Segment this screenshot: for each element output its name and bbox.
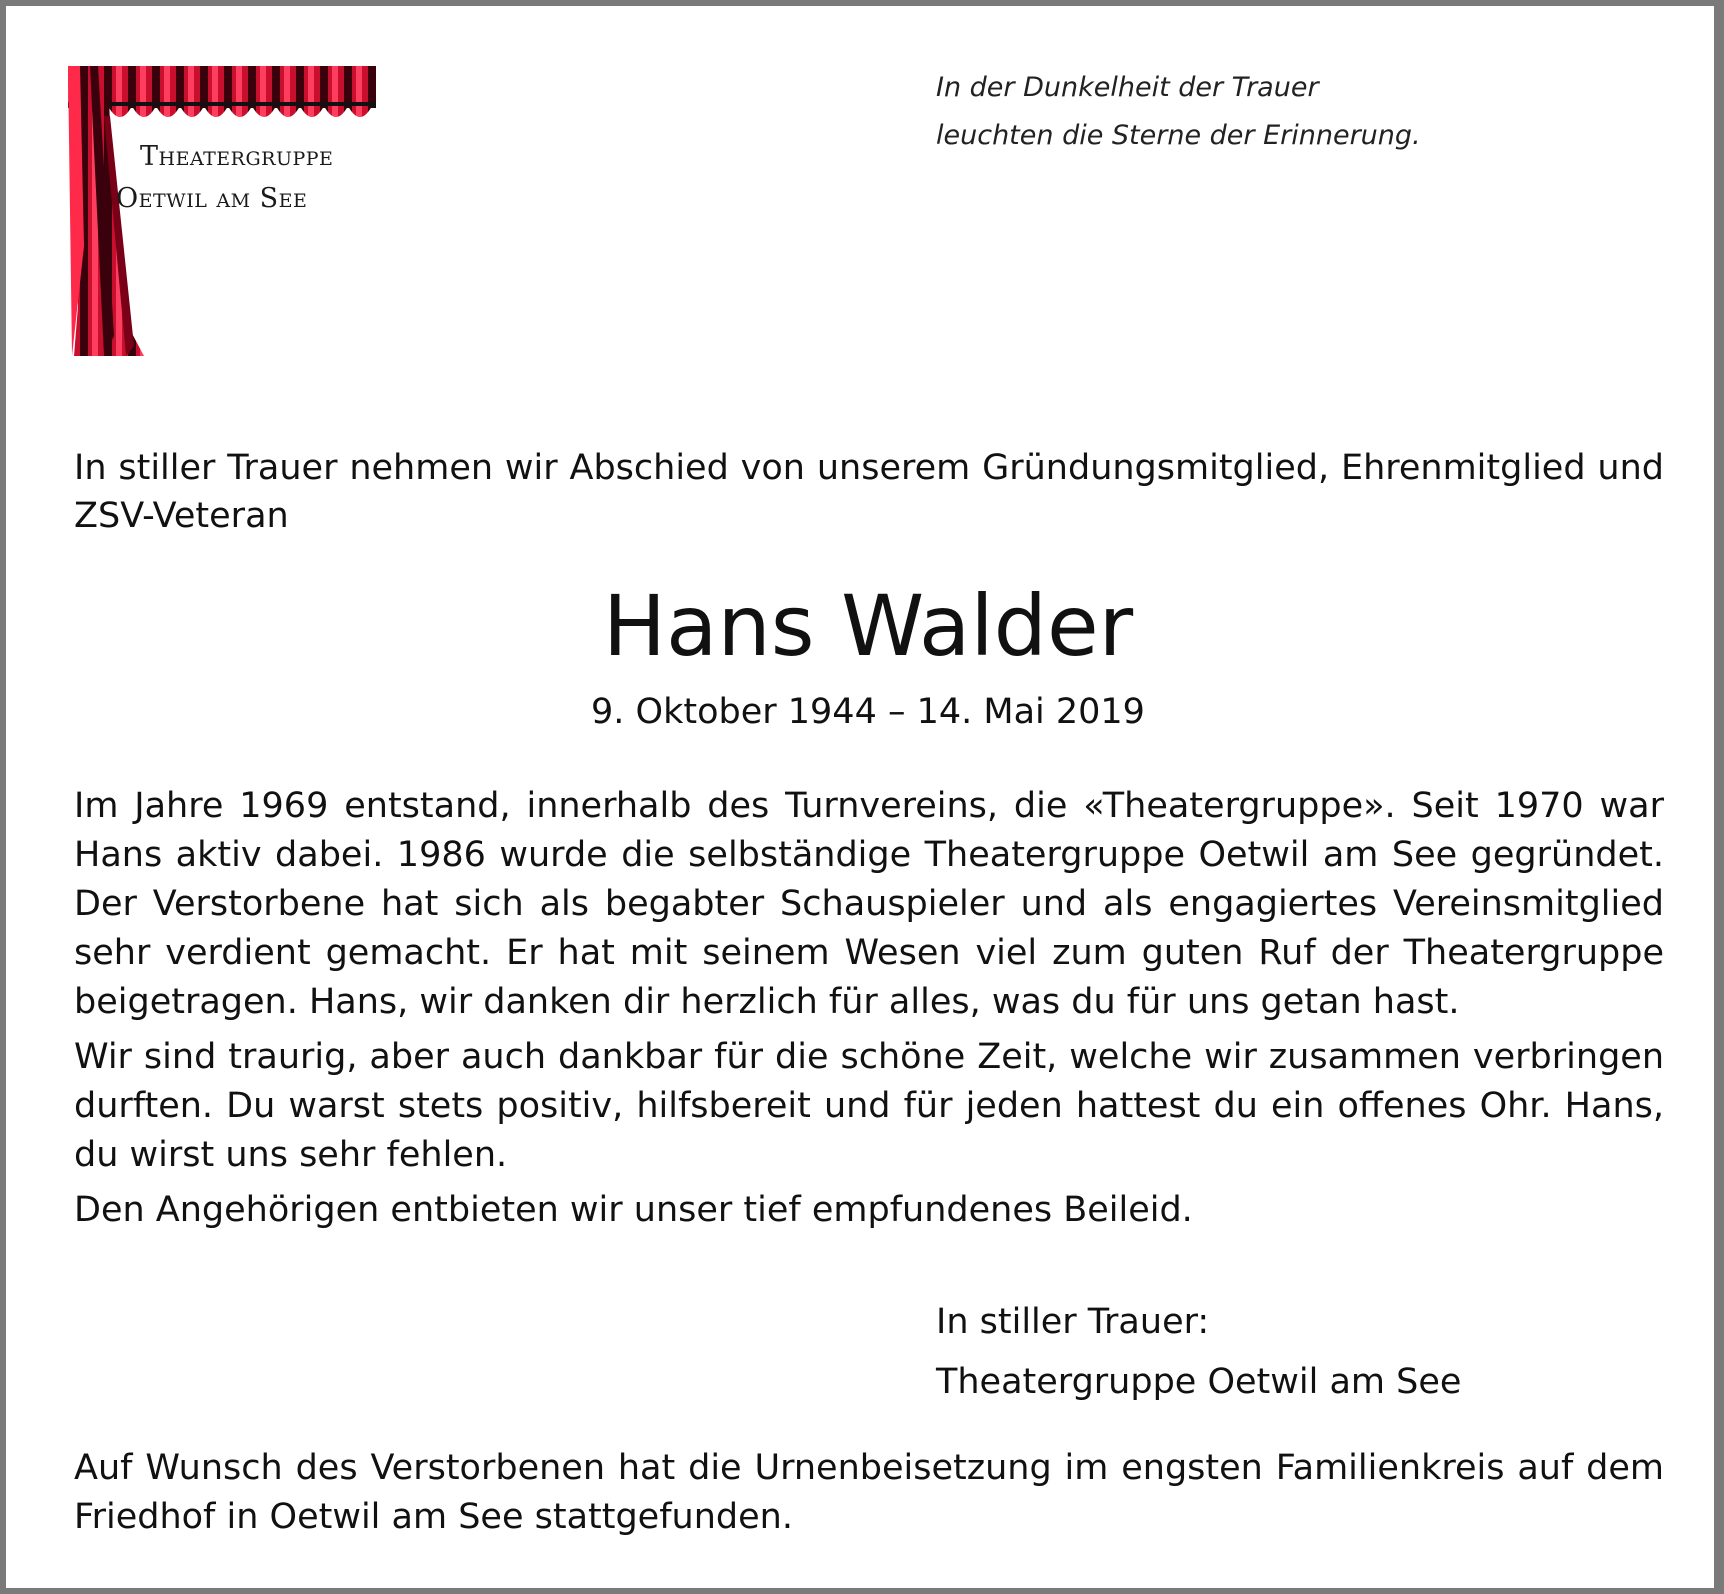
life-dates: 9. Oktober 1944 – 14. Mai 2019	[591, 692, 1145, 732]
motto-quote	[936, 64, 1421, 160]
burial-note: Auf Wunsch des Verstorbenen hat die Urnenbeisetzung im engsten Familienkreis auf dem Friedhof in Oetwil am See stattgefunden.	[74, 1448, 1664, 1537]
logo-line-1: Theatergruppe	[140, 141, 334, 172]
signature-block	[936, 1292, 1461, 1412]
tribute-text	[74, 782, 1664, 1241]
tribute-paragraph: Den Angehörigen entbieten wir unser tief empfundenes Beileid.	[74, 1190, 1193, 1230]
deceased-name: Hans Walder	[602, 577, 1134, 675]
intro-text: In stiller Trauer nehmen wir Abschied von unserem Gründungsmitglied, Ehrenmitglied und ZSV-Veteran	[74, 448, 1664, 536]
tribute-paragraph: Wir sind traurig, aber auch dankbar für die schöne Zeit, welche wir zusammen verbringen durften. Du warst stets positiv, hilfsbereit und für jeden hattest du ein offenes Ohr. Hans, du wirst uns sehr fehlen.	[74, 1037, 1664, 1175]
motto-line-2: leuchten die Sterne der Erinnerung.	[936, 120, 1421, 151]
logo-text	[116, 136, 334, 220]
tribute-paragraph: Im Jahre 1969 entstand, innerhalb des Turnvereins, die «Theatergruppe». Seit 1970 war Hans aktiv dabei. 1986 wurde die selbständige Theatergruppe Oetwil am See gegründet. Der Verstorbene hat sich als begabter Schauspieler und als engagiertes Vereinsmitglied sehr verdient gemacht. Er hat mit seinem Wesen viel zum guten Ruf der Theatergruppe beigetragen. Hans, wir danken dir herzlich für alles, was du für uns getan hast.	[74, 786, 1664, 1022]
motto-line-1: In der Dunkelheit der Trauer	[936, 72, 1319, 103]
curtain-icon	[68, 66, 388, 386]
signature-signer: Theatergruppe Oetwil am See	[936, 1362, 1462, 1402]
signature-label: In stiller Trauer:	[936, 1302, 1210, 1342]
logo-line-2: Oetwil am See	[116, 183, 308, 214]
theater-curtain-logo	[68, 66, 388, 386]
